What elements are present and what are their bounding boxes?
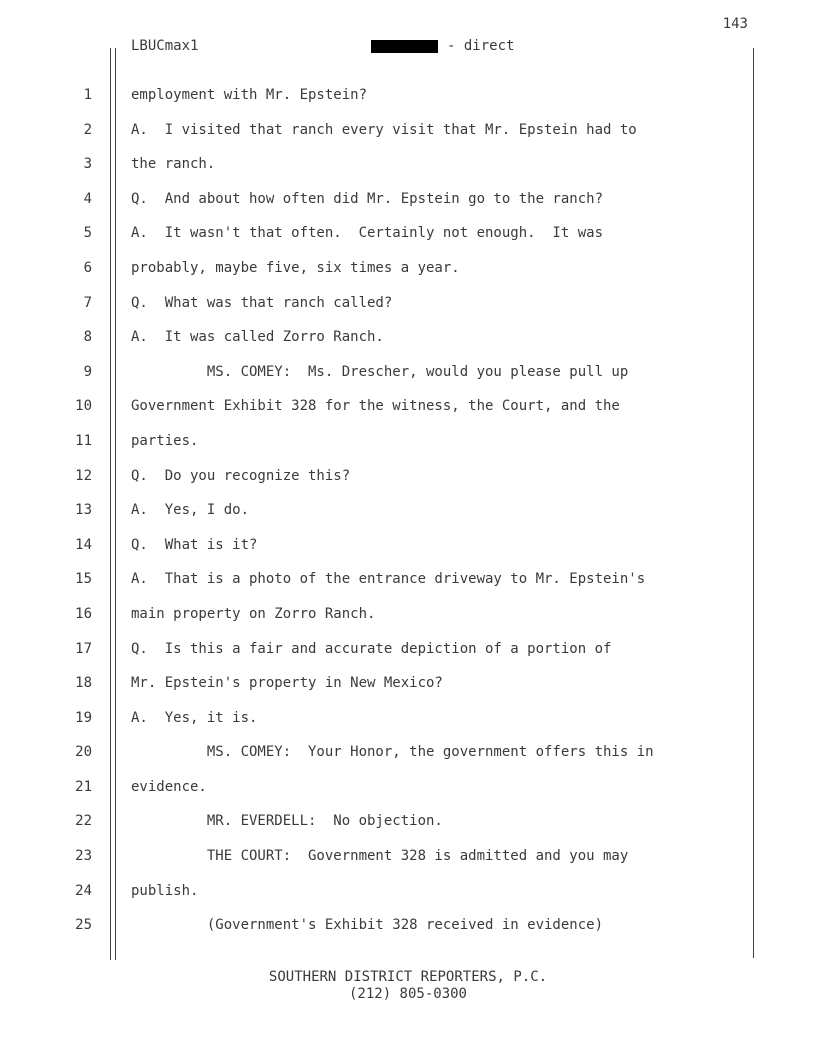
header-case-code: LBUCmax1 bbox=[131, 38, 199, 54]
transcript-line bbox=[0, 561, 816, 596]
transcript-line bbox=[0, 873, 816, 908]
line-number: 11 bbox=[75, 432, 92, 449]
line-number: 18 bbox=[75, 675, 92, 692]
transcript-line bbox=[0, 665, 816, 700]
line-number: 10 bbox=[75, 398, 92, 415]
line-text: the ranch. bbox=[131, 156, 216, 173]
line-text: main property on Zorro Ranch. bbox=[131, 605, 376, 622]
transcript-line bbox=[0, 734, 816, 769]
line-number: 16 bbox=[75, 605, 92, 622]
line-number: 1 bbox=[83, 87, 92, 103]
transcript-line bbox=[0, 769, 816, 804]
line-number: 24 bbox=[75, 882, 92, 899]
transcript-line bbox=[0, 527, 816, 562]
footer-reporter: SOUTHERN DISTRICT REPORTERS, P.C. bbox=[268, 969, 548, 985]
line-number: 20 bbox=[75, 744, 92, 761]
line-number: 23 bbox=[75, 848, 92, 865]
transcript-line bbox=[0, 458, 816, 493]
transcript-body bbox=[0, 77, 816, 942]
transcript-line bbox=[0, 285, 816, 320]
redaction-bar bbox=[371, 40, 438, 53]
transcript-line bbox=[0, 354, 816, 389]
line-number: 19 bbox=[75, 709, 92, 726]
line-text: A. Yes, I do. bbox=[131, 502, 250, 519]
line-text: Government Exhibit 328 for the witness, the Court, and the bbox=[131, 398, 620, 415]
transcript-line bbox=[0, 181, 816, 216]
transcript-line bbox=[0, 492, 816, 527]
transcript-line bbox=[0, 803, 816, 838]
line-text: evidence. bbox=[131, 778, 207, 795]
line-number: 2 bbox=[83, 121, 92, 138]
line-text: Q. What is it? bbox=[131, 536, 258, 553]
line-number: 6 bbox=[83, 259, 92, 276]
line-text: parties. bbox=[131, 432, 199, 449]
transcript-line bbox=[0, 146, 816, 181]
line-text: probably, maybe five, six times a year. bbox=[131, 259, 460, 276]
transcript-line bbox=[0, 631, 816, 666]
transcript-line bbox=[0, 700, 816, 735]
line-text: MS. COMEY: Ms. Drescher, would you please pull up bbox=[131, 363, 629, 380]
line-number: 7 bbox=[83, 294, 92, 311]
page-number: 143 bbox=[722, 16, 748, 32]
line-text: A. Yes, it is. bbox=[131, 709, 258, 726]
line-text: Mr. Epstein's property in New Mexico? bbox=[131, 675, 443, 692]
line-text: A. That is a photo of the entrance driveway to Mr. Epstein's bbox=[131, 571, 646, 588]
line-number: 14 bbox=[75, 536, 92, 553]
transcript-line bbox=[0, 250, 816, 285]
line-text: Q. And about how often did Mr. Epstein go to the ranch? bbox=[131, 190, 604, 207]
line-number: 21 bbox=[75, 778, 92, 795]
line-number: 4 bbox=[83, 190, 92, 207]
line-text: A. It was called Zorro Ranch. bbox=[131, 329, 384, 346]
line-text: MR. EVERDELL: No objection. bbox=[131, 813, 443, 830]
header-examination: - direct bbox=[447, 38, 515, 54]
line-number: 22 bbox=[75, 813, 92, 830]
line-text: A. I visited that ranch every visit that Mr. Epstein had to bbox=[131, 121, 637, 138]
line-number: 9 bbox=[83, 363, 92, 380]
footer bbox=[0, 969, 816, 1003]
transcript-line bbox=[0, 112, 816, 147]
transcript-line bbox=[0, 388, 816, 423]
transcript-line bbox=[0, 907, 816, 942]
line-text: MS. COMEY: Your Honor, the government offers this in bbox=[131, 744, 654, 761]
line-number: 15 bbox=[75, 571, 92, 588]
transcript-line bbox=[0, 423, 816, 458]
transcript-line bbox=[0, 319, 816, 354]
line-number: 5 bbox=[83, 225, 92, 242]
line-number: 12 bbox=[75, 467, 92, 484]
line-number: 3 bbox=[83, 156, 92, 173]
transcript-line bbox=[0, 596, 816, 631]
line-number: 17 bbox=[75, 640, 92, 657]
line-text: employment with Mr. Epstein? bbox=[131, 87, 368, 103]
line-text: A. It wasn't that often. Certainly not enough. It was bbox=[131, 225, 604, 242]
line-text: Q. Do you recognize this? bbox=[131, 467, 351, 484]
footer-phone: (212) 805-0300 bbox=[348, 986, 467, 1002]
line-number: 25 bbox=[75, 917, 92, 934]
line-text: THE COURT: Government 328 is admitted and you may bbox=[131, 848, 629, 865]
line-number: 13 bbox=[75, 502, 92, 519]
transcript-line bbox=[0, 838, 816, 873]
line-text: publish. bbox=[131, 882, 199, 899]
line-text: (Government's Exhibit 328 received in evidence) bbox=[131, 917, 604, 934]
line-text: Q. What was that ranch called? bbox=[131, 294, 393, 311]
line-number: 8 bbox=[83, 329, 92, 346]
transcript-line bbox=[0, 215, 816, 250]
transcript-line bbox=[0, 77, 816, 112]
line-text: Q. Is this a fair and accurate depiction of a portion of bbox=[131, 640, 612, 657]
